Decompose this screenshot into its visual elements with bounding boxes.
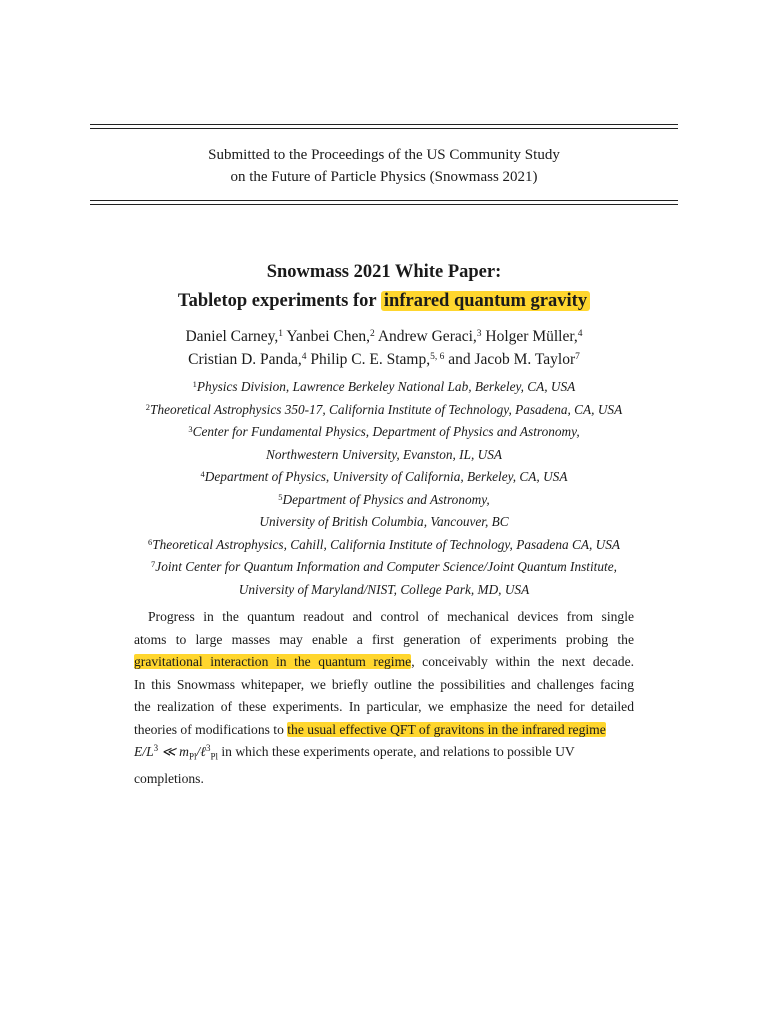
abstract-line: Progress in the quantum readout and control of mechanical devices from single xyxy=(148,609,634,624)
affiliation-text: Department of Physics, University of California, Berkeley, CA, USA xyxy=(204,469,568,484)
abstract xyxy=(134,606,634,791)
affiliation-mark: 7 xyxy=(151,559,156,569)
author-name: Philip C. E. Stamp, xyxy=(310,351,431,368)
bottom-double-rule xyxy=(90,200,678,205)
title-line-2 xyxy=(0,287,768,316)
title-prefix: Tabletop experiments for xyxy=(177,291,381,311)
affiliation-line xyxy=(0,489,768,512)
author-name: Daniel Carney, xyxy=(185,328,279,345)
author-affil-mark: 4 xyxy=(301,352,307,362)
paper-title xyxy=(0,258,768,316)
title-line-1: Snowmass 2021 White Paper: xyxy=(266,262,502,282)
abstract-line: In this Snowmass whitepaper, we briefly outline the possibilities and challenges facing xyxy=(134,676,634,692)
author-name: Holger Müller, xyxy=(485,328,578,345)
affiliation-line xyxy=(0,466,768,489)
affiliation-text: Theoretical Astrophysics, Cahill, California Institute of Technology, Pasadena CA, USA xyxy=(152,536,620,552)
abstract-line xyxy=(134,651,634,674)
affiliation-line xyxy=(0,421,768,444)
abstract-line xyxy=(134,719,634,742)
author-line-2 xyxy=(0,348,768,371)
abstract-text: , conceivably within the next decade. xyxy=(411,654,634,669)
affiliation-line xyxy=(0,579,768,602)
affiliation-line xyxy=(0,534,768,557)
author-line-1 xyxy=(0,325,768,348)
affiliation-mark: 1 xyxy=(192,379,197,389)
submission-line-2: on the Future of Particle Physics (Snowmass 2021) xyxy=(230,169,538,185)
author-list xyxy=(0,325,768,371)
submission-note xyxy=(0,144,768,188)
affiliation-line xyxy=(0,556,768,579)
affiliation-list xyxy=(0,376,768,601)
affiliation-text: Center for Fundamental Physics, Department of Physics and Astronomy, xyxy=(192,424,580,439)
author-affil-mark: 1 xyxy=(278,329,284,339)
affiliation-mark: 2 xyxy=(145,401,151,412)
affiliation-mark: 5 xyxy=(278,491,283,502)
author-name: Yanbei Chen, xyxy=(286,328,371,345)
abstract-highlight: the usual effective QFT of gravitons in the infrared regime xyxy=(287,721,606,737)
abstract-line: completions. xyxy=(134,771,204,787)
author-affil-mark: 5, 6 xyxy=(430,352,445,362)
affiliation-text: Northwestern University, Evanston, IL, USA xyxy=(265,446,502,462)
affiliation-line xyxy=(0,511,768,534)
author-affil-mark: 4 xyxy=(577,329,583,339)
top-double-rule xyxy=(90,124,678,129)
affiliation-text: University of British Columbia, Vancouver, BC xyxy=(259,514,509,529)
abstract-line xyxy=(134,741,634,768)
affiliation-line xyxy=(0,399,768,422)
author-affil-mark: 3 xyxy=(476,329,482,339)
affiliation-text: Physics Division, Lawrence Berkeley National Lab, Berkeley, CA, USA xyxy=(196,379,576,394)
affiliation-line xyxy=(0,376,768,399)
affiliation-line xyxy=(0,444,768,467)
submission-line-1: Submitted to the Proceedings of the US Community Study xyxy=(208,147,560,163)
affiliation-text: Theoretical Astrophysics 350-17, California Institute of Technology, Pasadena, CA, USA xyxy=(150,401,623,417)
author-affil-mark: 2 xyxy=(370,329,375,339)
affiliation-mark: 4 xyxy=(200,469,205,479)
affiliation-text: University of Maryland/NIST, College Park, MD, USA xyxy=(238,581,530,597)
affiliation-text: Joint Center for Quantum Information and Computer Science/Joint Quantum Institute, xyxy=(155,559,617,574)
author-name: Cristian D. Panda, xyxy=(188,351,302,368)
math-expression: $E/L^3$ ≪ $m_{Pl}/\ell^3_{Pl}$ xyxy=(134,743,218,762)
abstract-text: theories of modifications to xyxy=(134,721,288,737)
author-affil-mark: 7 xyxy=(575,352,580,362)
affiliation-text: Department of Physics and Astronomy, xyxy=(282,491,490,507)
abstract-highlight: gravitational interaction in the quantum regime xyxy=(134,654,412,669)
author-name: and Jacob M. Taylor xyxy=(448,351,576,368)
affiliation-mark: 3 xyxy=(188,424,193,434)
abstract-line: the realization of these experiments. In particular, we emphasize the need for detailed xyxy=(134,699,634,714)
abstract-line: atoms to large masses may enable a first generation of experiments probing the xyxy=(134,631,634,647)
affiliation-mark: 6 xyxy=(148,536,153,547)
author-name: Andrew Geraci, xyxy=(377,328,477,345)
title-highlight: infrared quantum gravity xyxy=(381,291,590,311)
abstract-text: in which these experiments operate, and relations to possible UV xyxy=(217,744,575,759)
